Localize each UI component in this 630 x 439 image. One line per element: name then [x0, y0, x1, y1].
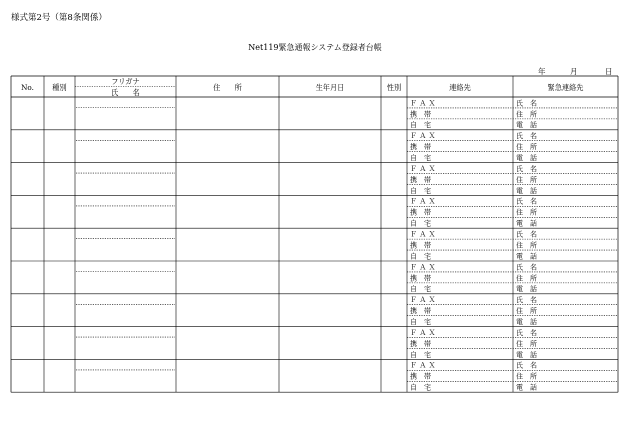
contact-label: 自 宅 — [410, 318, 431, 326]
contact-label: Ｆ Ａ Ｘ — [410, 263, 436, 272]
contact-label: 自 宅 — [410, 121, 431, 130]
contact-label: 自 宅 — [410, 285, 431, 294]
contact-label: 携 帯 — [410, 307, 431, 316]
contact-label: 携 帯 — [410, 110, 431, 119]
contact-label: 自 宅 — [410, 350, 431, 359]
contact-label: 携 帯 — [410, 143, 431, 152]
contact-label: Ｆ Ａ Ｘ — [410, 328, 436, 337]
contact-label: Ｆ Ａ Ｘ — [410, 296, 436, 305]
date-year-label: 年 — [538, 67, 546, 76]
contact-label: 携 帯 — [410, 208, 431, 217]
date-month-label: 月 — [570, 67, 578, 76]
column-header-name: 氏 名 — [111, 88, 140, 97]
emergency-contact-label: 氏 名 — [516, 197, 537, 206]
emergency-contact-label: 電 話 — [516, 383, 537, 392]
emergency-contact-label: 電 話 — [516, 186, 537, 195]
emergency-contact-label: 氏 名 — [516, 164, 537, 173]
emergency-contact-label: 氏 名 — [516, 230, 537, 239]
emergency-contact-label: 電 話 — [516, 318, 537, 326]
emergency-contact-label: 電 話 — [516, 285, 537, 294]
contact-label: 自 宅 — [410, 252, 431, 261]
contact-label: 自 宅 — [410, 154, 431, 162]
column-header-type: 種別 — [52, 83, 67, 92]
emergency-contact-label: 氏 名 — [516, 296, 537, 305]
emergency-contact-label: 住 所 — [516, 307, 537, 316]
emergency-contact-label: 住 所 — [516, 274, 537, 283]
emergency-contact-label: 住 所 — [516, 372, 537, 381]
emergency-contact-label: 電 話 — [516, 154, 537, 162]
emergency-contact-label: 住 所 — [516, 208, 537, 217]
contact-label: Ｆ Ａ Ｘ — [410, 230, 436, 239]
column-header-emergency-contact: 緊急連絡先 — [547, 83, 584, 92]
contact-label: Ｆ Ａ Ｘ — [410, 164, 436, 173]
contact-label: Ｆ Ａ Ｘ — [410, 132, 436, 141]
column-header-no: No. — [21, 83, 34, 92]
emergency-contact-label: 氏 名 — [516, 132, 537, 141]
emergency-contact-label: 住 所 — [516, 241, 537, 250]
emergency-contact-label: 電 話 — [516, 121, 537, 130]
contact-label: 携 帯 — [410, 241, 431, 250]
emergency-contact-label: 氏 名 — [516, 99, 537, 108]
emergency-contact-label: 電 話 — [516, 350, 537, 359]
column-header-address: 住 所 — [213, 83, 242, 92]
contact-label: Ｆ Ａ Ｘ — [410, 99, 436, 108]
form-number: 様式第2号（第8条関係） — [11, 13, 107, 23]
column-header-gender: 性別 — [386, 83, 402, 92]
contact-label: 携 帯 — [410, 175, 431, 184]
contact-label: Ｆ Ａ Ｘ — [410, 361, 436, 370]
emergency-contact-label: 住 所 — [516, 339, 537, 348]
emergency-contact-label: 氏 名 — [516, 263, 537, 272]
column-header-furigana: フリガナ — [111, 77, 140, 86]
column-header-birthdate: 生年月日 — [315, 83, 345, 92]
contact-label: 携 帯 — [410, 339, 431, 348]
document-title: Net119緊急通報システム登録者台帳 — [248, 43, 382, 52]
emergency-contact-label: 住 所 — [516, 175, 537, 184]
column-header-contact: 連絡先 — [449, 83, 471, 92]
contact-label: Ｆ Ａ Ｘ — [410, 197, 436, 206]
emergency-contact-label: 電 話 — [516, 252, 537, 261]
contact-label: 自 宅 — [410, 219, 431, 228]
contact-label: 自 宅 — [410, 383, 431, 392]
emergency-contact-label: 住 所 — [516, 143, 537, 152]
emergency-contact-label: 電 話 — [516, 219, 537, 228]
contact-label: 携 帯 — [410, 372, 431, 381]
contact-label: 自 宅 — [410, 186, 431, 195]
emergency-contact-label: 氏 名 — [516, 328, 537, 337]
contact-label: 携 帯 — [410, 274, 431, 283]
date-day-label: 日 — [605, 67, 613, 76]
emergency-contact-label: 氏 名 — [516, 361, 537, 370]
emergency-contact-label: 住 所 — [516, 110, 537, 119]
